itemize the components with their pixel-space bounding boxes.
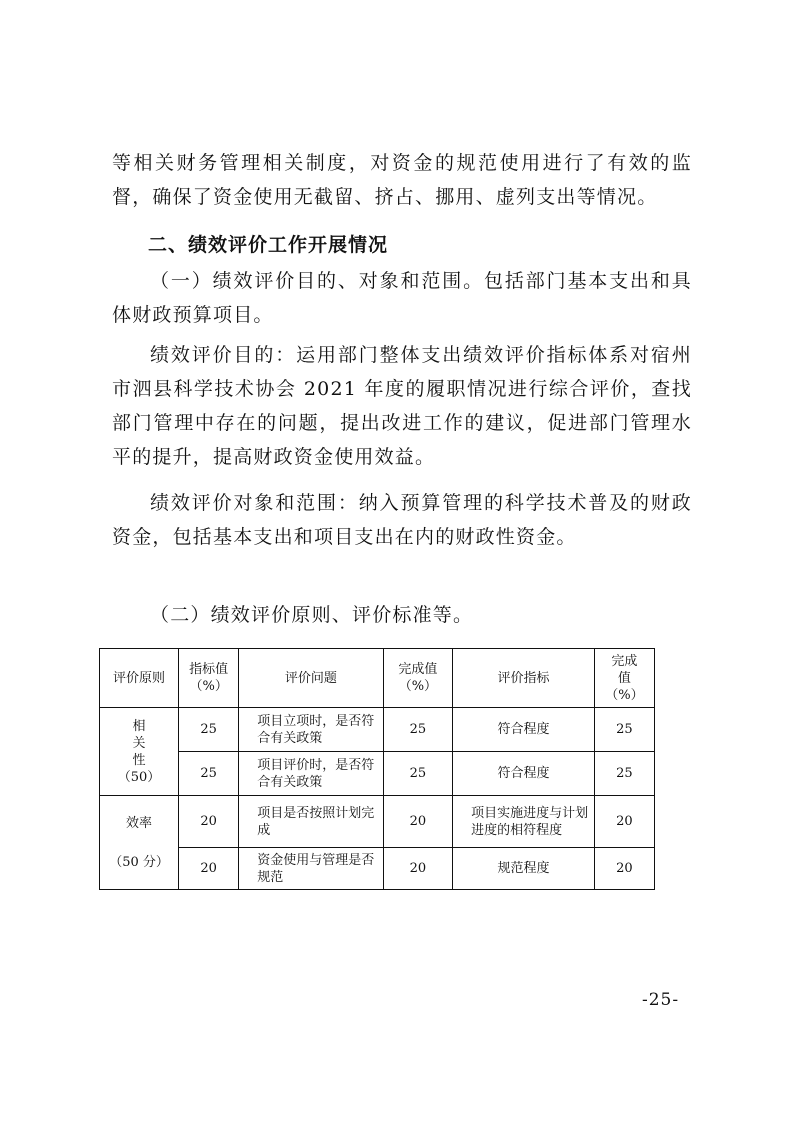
- evaluation-table: [99, 648, 655, 890]
- header-question: 评价问题: [239, 649, 383, 708]
- cell-indicator: 规范程度: [453, 848, 595, 890]
- cell-completion: 25: [383, 708, 452, 752]
- cell-question: 资金使用与管理是否规范: [239, 848, 383, 890]
- header-indicator-value-line2: （%）: [189, 679, 228, 694]
- paragraph-financial-supervision: 等相关财务管理相关制度，对资金的规范使用进行了有效的监督，确保了资金使用无截留、挤占、挪用、虚列支出等情况。: [112, 152, 692, 208]
- table-row: [100, 708, 655, 752]
- cell-value: 25: [179, 708, 239, 752]
- header-completion: [383, 649, 452, 708]
- cell-done: 20: [594, 848, 654, 890]
- group-relevance-l2: 关: [132, 735, 146, 751]
- section-heading-performance: 二、绩效评价工作开展情况: [148, 234, 389, 256]
- group-efficiency-l1: 效率: [126, 815, 153, 831]
- paragraph-evaluation-purpose-scope: （一）绩效评价目的、对象和范围。包括部门基本支出和具体财政预算项目。: [112, 270, 692, 326]
- cell-indicator: 符合程度: [453, 708, 595, 752]
- cell-completion: 25: [383, 752, 452, 796]
- table-row: [100, 848, 655, 890]
- cell-indicator: 符合程度: [453, 752, 595, 796]
- cell-done: 20: [594, 796, 654, 848]
- cell-question: 项目立项时，是否符合有关政策: [239, 708, 383, 752]
- header-principle: 评价原则: [100, 649, 179, 708]
- group-relevance-l4: （50）: [117, 769, 161, 785]
- header-done-line2: 值: [617, 670, 631, 686]
- header-done-line1: 完成: [611, 653, 638, 669]
- cell-value: 20: [179, 796, 239, 848]
- header-indicator: 评价指标: [453, 649, 595, 708]
- paragraph-evaluation-object: 绩效评价对象和范围：纳入预算管理的科学技术普及的财政资金，包括基本支出和项目支出在内的财政性资金。: [112, 492, 692, 548]
- cell-value: 25: [179, 752, 239, 796]
- cell-completion: 20: [383, 848, 452, 890]
- group-relevance: [100, 708, 179, 796]
- paragraph-evaluation-principles: （二）绩效评价原则、评价标准等。: [150, 604, 474, 626]
- cell-indicator: 项目实施进度与计划进度的相符程度: [453, 796, 595, 848]
- cell-question: 项目评价时，是否符合有关政策: [239, 752, 383, 796]
- page-number: -25-: [642, 990, 680, 1010]
- table-header-row: [100, 649, 655, 708]
- cell-value: 20: [179, 848, 239, 890]
- cell-question: 项目是否按照计划完成: [239, 796, 383, 848]
- table-row: [100, 796, 655, 848]
- header-indicator-value-line1: 指标值: [189, 662, 229, 677]
- group-efficiency-l2: （50 分）: [109, 854, 169, 870]
- header-completion-line2: （%）: [398, 679, 438, 694]
- header-indicator-value: [179, 649, 239, 708]
- header-done-line3: （%）: [605, 687, 644, 703]
- group-relevance-l1: 相: [132, 718, 146, 734]
- table-row: [100, 752, 655, 796]
- paragraph-evaluation-purpose: 绩效评价目的：运用部门整体支出绩效评价指标体系对宿州市泗县科学技术协会 2021 年度的履职情况进行综合评价，查找部门管理中存在的问题，提出改进工作的建议，促进部门管理水平的提升，提高财政资金使用效益。: [112, 344, 692, 468]
- cell-completion: 20: [383, 796, 452, 848]
- group-efficiency: [100, 796, 179, 890]
- cell-done: 25: [594, 752, 654, 796]
- group-relevance-l3: 性: [132, 752, 146, 768]
- header-done: [594, 649, 654, 708]
- header-completion-line1: 完成值: [398, 662, 438, 677]
- cell-done: 25: [594, 708, 654, 752]
